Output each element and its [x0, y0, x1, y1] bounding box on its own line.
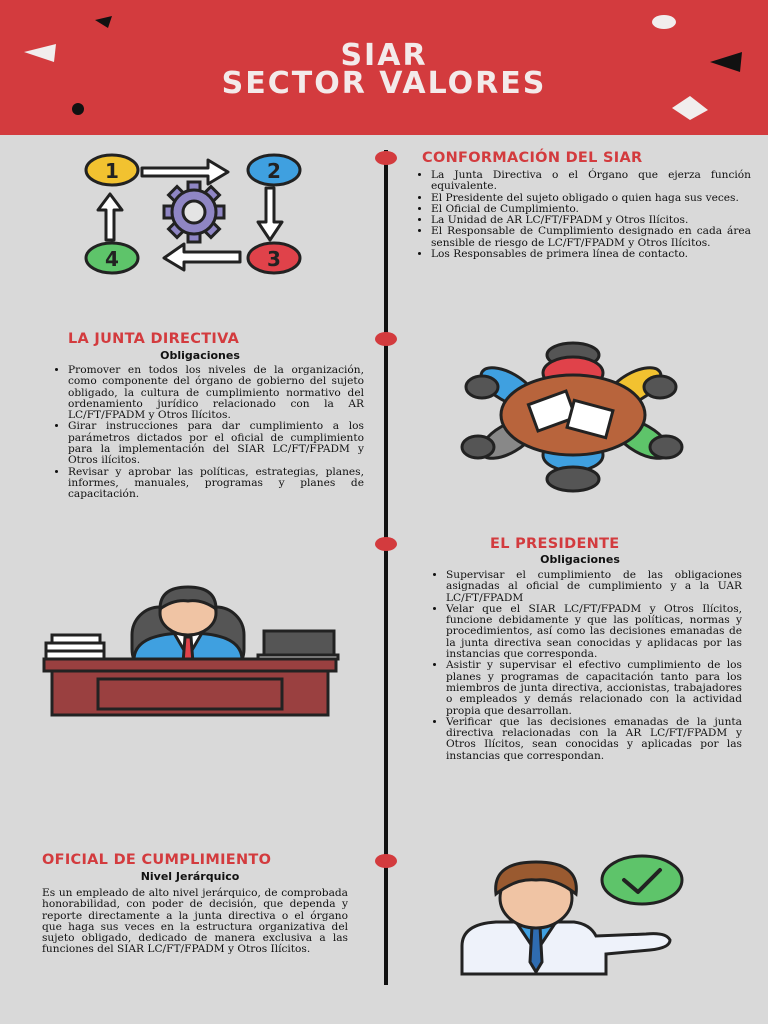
cycle-steps-illustration	[80, 148, 310, 278]
list-item: • Girar instrucciones para dar cumplimiento a los parámetros dictados por el oficial de cumplimiento para la implementación del SIAR LC/FT/FPADM y Otros ilícitos.	[68, 421, 364, 466]
presidente-list	[432, 570, 742, 762]
step-3-label: 3	[267, 247, 281, 271]
meeting-table-illustration	[448, 343, 698, 493]
oficial-subtitle: Nivel Jerárquico	[140, 870, 240, 883]
page-title-line2: SECTOR VALORES	[221, 66, 547, 101]
timeline-dot	[375, 854, 397, 868]
step-2-label: 2	[267, 159, 281, 183]
list-item: • Promover en todos los niveles de la organización, como componente del órgano de gobierno del sujeto obligado, la cultura de cumplimiento normativo del ordenamiento jurídico relacionado con la AR LC/FT/FPADM y Otros Ilícitos.	[68, 365, 364, 421]
header-banner	[0, 0, 768, 135]
presidente-subtitle: Obligaciones	[540, 553, 620, 566]
junta-subtitle: Obligaciones	[160, 349, 240, 362]
list-item: • La Junta Directiva o el Órgano que ejerza función equivalente.	[431, 170, 751, 193]
list-item: • Revisar y aprobar las políticas, estrategias, planes, informes, manuales, programas y planes de capacitación.	[68, 467, 364, 501]
list-item: • Los Responsables de primera línea de contacto.	[431, 249, 751, 260]
list-item: • Supervisar el cumplimiento de las obligaciones asignadas al oficial de cumplimiento y a la UAR LC/FT/FPADM	[446, 570, 742, 604]
conformacion-list	[417, 170, 751, 260]
presidente-title: EL PRESIDENTE	[490, 536, 620, 552]
timeline-dot	[375, 537, 397, 551]
list-item: • El Oficial de Cumplimiento.	[431, 204, 751, 215]
step-1-label: 1	[105, 159, 119, 183]
list-item: • Verificar que las decisiones emanadas de la junta directiva relacionadas con la AR LC/FT/FPADM y Otros Ilícitos, sean conocidas y aplicadas por las instancias que correspondan.	[446, 717, 742, 762]
step-4-label: 4	[105, 247, 119, 271]
junta-list	[54, 365, 364, 501]
oficial-description: Es un empleado de alto nivel jerárquico, de comprobada honorabilidad, con poder de decisión, que dependa y reporte directamente a la junta directiva o el órgano que haga sus veces en la estructura organizativa del sujeto obligado, dedicado de manera exclusiva a las funciones del SIAR LC/FT/FPADM y Otros Ilícitos.	[42, 887, 348, 956]
page-title-line1: SIAR	[340, 38, 428, 73]
list-item: • El Presidente del sujeto obligado o quien haga sus veces.	[431, 193, 751, 204]
president-desk-illustration	[42, 585, 342, 720]
list-item: • Asistir y supervisar el efectivo cumplimiento de los planes y programas de capacitación tanto para los miembros de junta directiva, accionistas, trabajadores o empleados y demás relacionado con la actividad propia que desarrollan.	[446, 660, 742, 716]
officer-illustration	[456, 854, 686, 979]
list-item: • El Responsable de Cumplimiento designado en cada área sensible de riesgo de LC/FT/FPADM y Otros Ilícitos.	[431, 226, 751, 249]
conformacion-title: CONFORMACIÓN DEL SIAR	[422, 150, 643, 166]
junta-title: LA JUNTA DIRECTIVA	[68, 331, 240, 347]
list-item: • Velar que el SIAR LC/FT/FPADM y Otros Ilícitos, funcione debidamente y que las políticas, normas y procedimientos, así como las decisiones emanadas de la junta directiva sean conocidas y aplidacas por las instancias que corresponda.	[446, 604, 742, 660]
list-item: • La Unidad de AR LC/FT/FPADM y Otros Ilícitos.	[431, 215, 751, 226]
timeline-dot	[375, 332, 397, 346]
timeline-dot	[375, 151, 397, 165]
oficial-title: OFICIAL DE CUMPLIMIENTO	[42, 852, 272, 868]
